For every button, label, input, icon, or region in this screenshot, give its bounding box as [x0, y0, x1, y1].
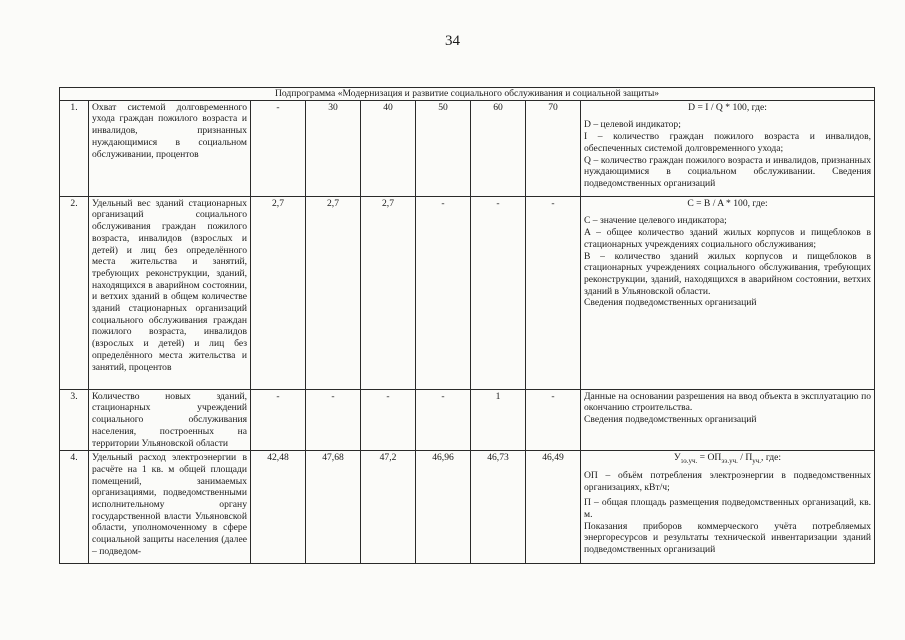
value-cell: 40 [361, 100, 416, 196]
value-cell: 2,7 [306, 196, 361, 389]
value-cell: 60 [471, 100, 526, 196]
value-cell: 50 [416, 100, 471, 196]
formula-subscript: ээ.уч. [680, 457, 698, 466]
desc-line: I – количество граждан пожилого возраста и инвалидов, обеспеченных системой долговременного ухода; [584, 131, 872, 154]
value-cell: 46,96 [416, 451, 471, 564]
formula [584, 452, 871, 464]
method-description [581, 196, 875, 389]
page-number: 34 [445, 33, 460, 49]
value-cell: 46,73 [471, 451, 526, 564]
formula-part: / П [737, 452, 753, 464]
value-cell: - [251, 389, 306, 451]
row-number: 2. [60, 196, 89, 389]
desc-line: П – общая площадь размещения подведомственных организаций, кв. м. [584, 497, 872, 521]
value-cell: - [416, 196, 471, 389]
value-cell: 47,68 [306, 451, 361, 564]
subprogram-title: Подпрограмма «Модернизация и развитие социального обслуживания и социальной защиты» [60, 88, 875, 101]
desc-line: Показания приборов коммерческого учёта потребляемых энергоресурсов и результаты технической инвентаризации зданий подведомственных организаций [584, 520, 872, 556]
indicator-name: Удельный расход электроэнергии в расчёте на 1 кв. м общей площади помещений, занимаемых организациями, подведомственными исполнительному органу государственной власти Ульяновской области, уполномоченному в сфере социальной защиты населения (далее – подведом- [89, 451, 251, 564]
desc-line: ОП – объём потребления электроэнергии в подведомственных организациях, кВт/ч; [584, 469, 872, 493]
method-description [581, 451, 875, 564]
formula: C = B / A * 100, где: [687, 197, 768, 209]
row-number: 4. [60, 451, 89, 564]
value-cell: 47,2 [361, 451, 416, 564]
desc-line: Данные на основании разрешения на ввод объекта в эксплуатацию по окончанию строительства. [584, 390, 872, 414]
formula-part: = ОП [697, 452, 722, 464]
desc-line: D – целевой индикатор; [584, 119, 681, 131]
value-cell: 70 [526, 100, 581, 196]
value-cell: - [471, 196, 526, 389]
table-row [60, 196, 875, 389]
table-row [60, 389, 875, 451]
method-description [581, 389, 875, 451]
row-number: 3. [60, 389, 89, 451]
formula-subscript: уч. [752, 457, 762, 466]
value-cell: - [361, 389, 416, 451]
desc-line: C – значение целевого индикатора; [584, 215, 727, 227]
value-cell: 30 [306, 100, 361, 196]
value-cell: - [526, 389, 581, 451]
indicator-name: Удельный вес зданий стационарных организаций социального обслуживания граждан пожилого возраста, инвалидов (взрослых и детей) и лиц без определённого места жительства и занятий, требующих реконструкции, зданий, находящихся в аварийном состоянии, и ветхих зданий в общем количестве зданий стационарных организаций социального обслуживания граждан пожилого возраста, инвалидов (взрослых и детей) и лиц без определённого места жительства и занятий, процентов [89, 196, 251, 389]
method-description [581, 100, 875, 196]
value-cell: - [416, 389, 471, 451]
formula-subscript: ээ.уч. [721, 457, 738, 466]
desc-line: Сведения подведомственных организаций [584, 297, 757, 309]
value-cell: 2,7 [361, 196, 416, 389]
formula-part: У [673, 452, 681, 464]
table-row [60, 451, 875, 564]
indicators-table [59, 87, 875, 564]
desc-line: A – общее количество зданий жилых корпусов и пищеблоков в стационарных учреждениях социального обслуживания; [584, 227, 872, 250]
value-cell: 46,49 [526, 451, 581, 564]
value-cell: - [306, 389, 361, 451]
formula: D = I / Q * 100, где: [688, 101, 767, 113]
desc-line: B – количество зданий жилых корпусов и пищеблоков в стационарных учреждениях социального обслуживания, требующих реконструкции, зданий, находящихся в аварийном состоянии, ветхих зданий в Ульяновской области. [584, 250, 872, 297]
indicator-name: Количество новых зданий, стационарных учреждений социального обслуживания населения, построенных на территории Ульяновской области [89, 389, 251, 451]
desc-line: Q – количество граждан пожилого возраста и инвалидов, признанных нуждающимися в социальном обслуживании. Сведения подведомственных организаций [584, 154, 872, 189]
table-row [60, 100, 875, 196]
value-cell: 42,48 [251, 451, 306, 564]
value-cell: - [526, 196, 581, 389]
formula-part: , где: [761, 452, 782, 464]
indicator-name: Охват системой долговременного ухода граждан пожилого возраста и инвалидов, признанных нуждающимися в социальном обслуживании, процентов [89, 100, 251, 196]
desc-line: Сведения подведомственных организаций [584, 414, 757, 426]
value-cell: 1 [471, 389, 526, 451]
value-cell: 2,7 [251, 196, 306, 389]
row-number: 1. [60, 100, 89, 196]
value-cell: - [251, 100, 306, 196]
